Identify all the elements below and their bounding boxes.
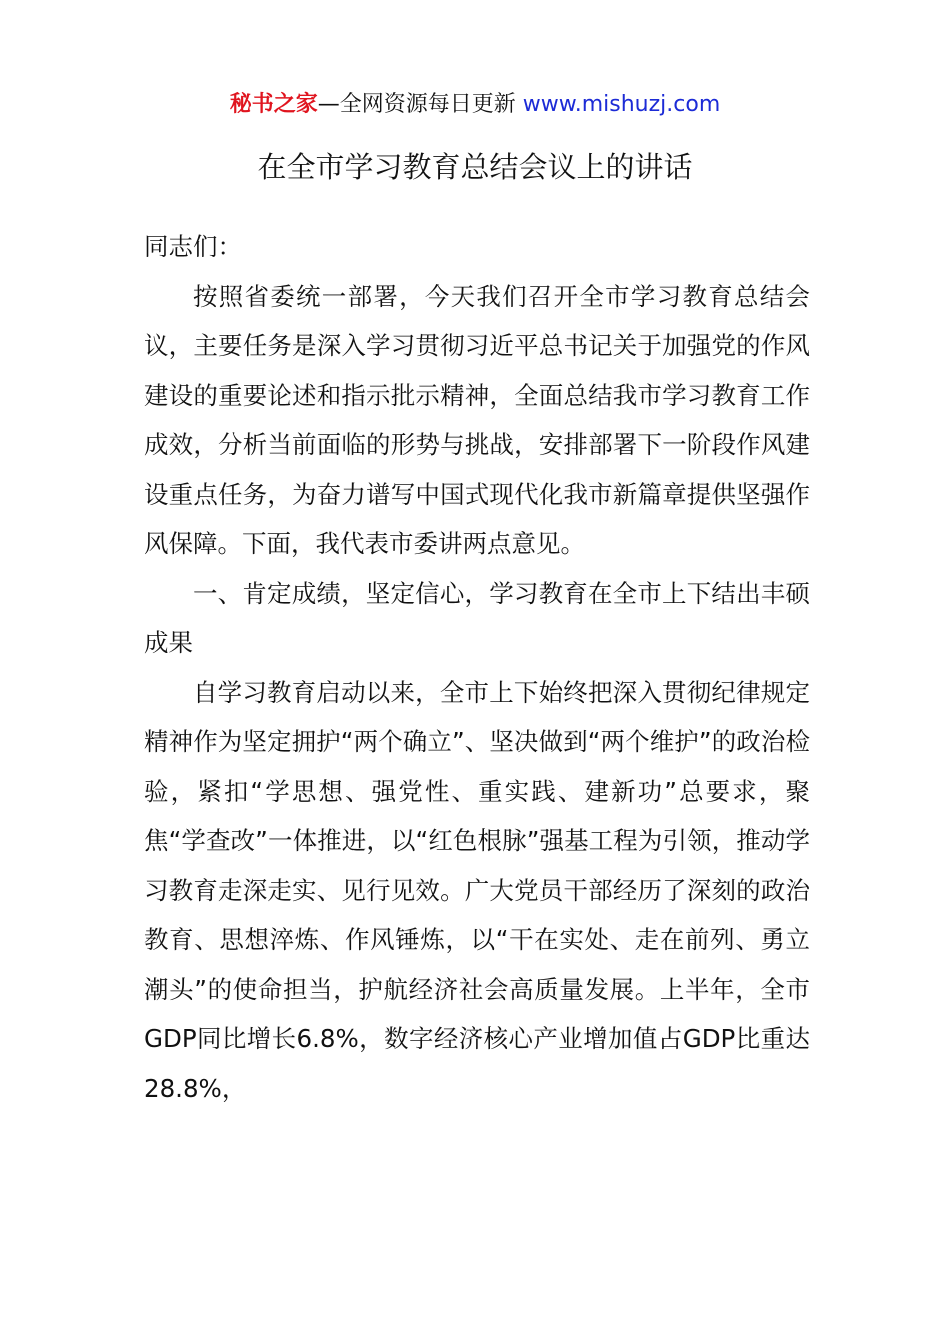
document-title: 在全市学习教育总结会议上的讲话 <box>257 150 693 184</box>
document-body <box>144 222 810 1113</box>
site-banner <box>0 88 950 122</box>
paragraph-intro: 按照省委统一部署，今天我们召开全市学习教育总结会议，主要任务是深入学习贯彻习近平总书记关于加强党的作风建设的重要论述和指示批示精神，全面总结我市学习教育工作成效，分析当前面临的形势与挑战，安排部署下一阶段作风建设重点任务，为奋力谱写中国式现代化我市新篇章提供坚强作风保障。下面，我代表市委讲两点意见。 <box>144 281 810 558</box>
section-heading-1: 一、肯定成绩，坚定信心，学习教育在全市上下结出丰硕成果 <box>144 578 810 657</box>
banner-slogan: —全网资源每日更新 <box>317 92 523 117</box>
brand-name: 秘书之家 <box>229 92 318 117</box>
salutation: 同志们： <box>144 232 242 261</box>
site-url-link[interactable]: www.mishuzj.com <box>522 92 721 117</box>
paragraph-section-1: 自学习教育启动以来，全市上下始终把深入贯彻纪律规定精神作为坚定拥护“两个确立”、坚决做到“两个维护”的政治检验，紧扣“学思想、强党性、重实践、建新功”总要求，聚焦“学查改”一体推进，以“红色根脉”强基工程为引领，推动学习教育走深走实、见行见效。广大党员干部经历了深刻的政治教育、思想淬炼、作风锤炼，以“干在实处、走在前列、勇立潮头”的使命担当，护航经济社会高质量发展。上半年，全市GDP同比增长6.8%，数字经济核心产业增加值占GDP比重达28.8%， <box>144 677 810 1103</box>
